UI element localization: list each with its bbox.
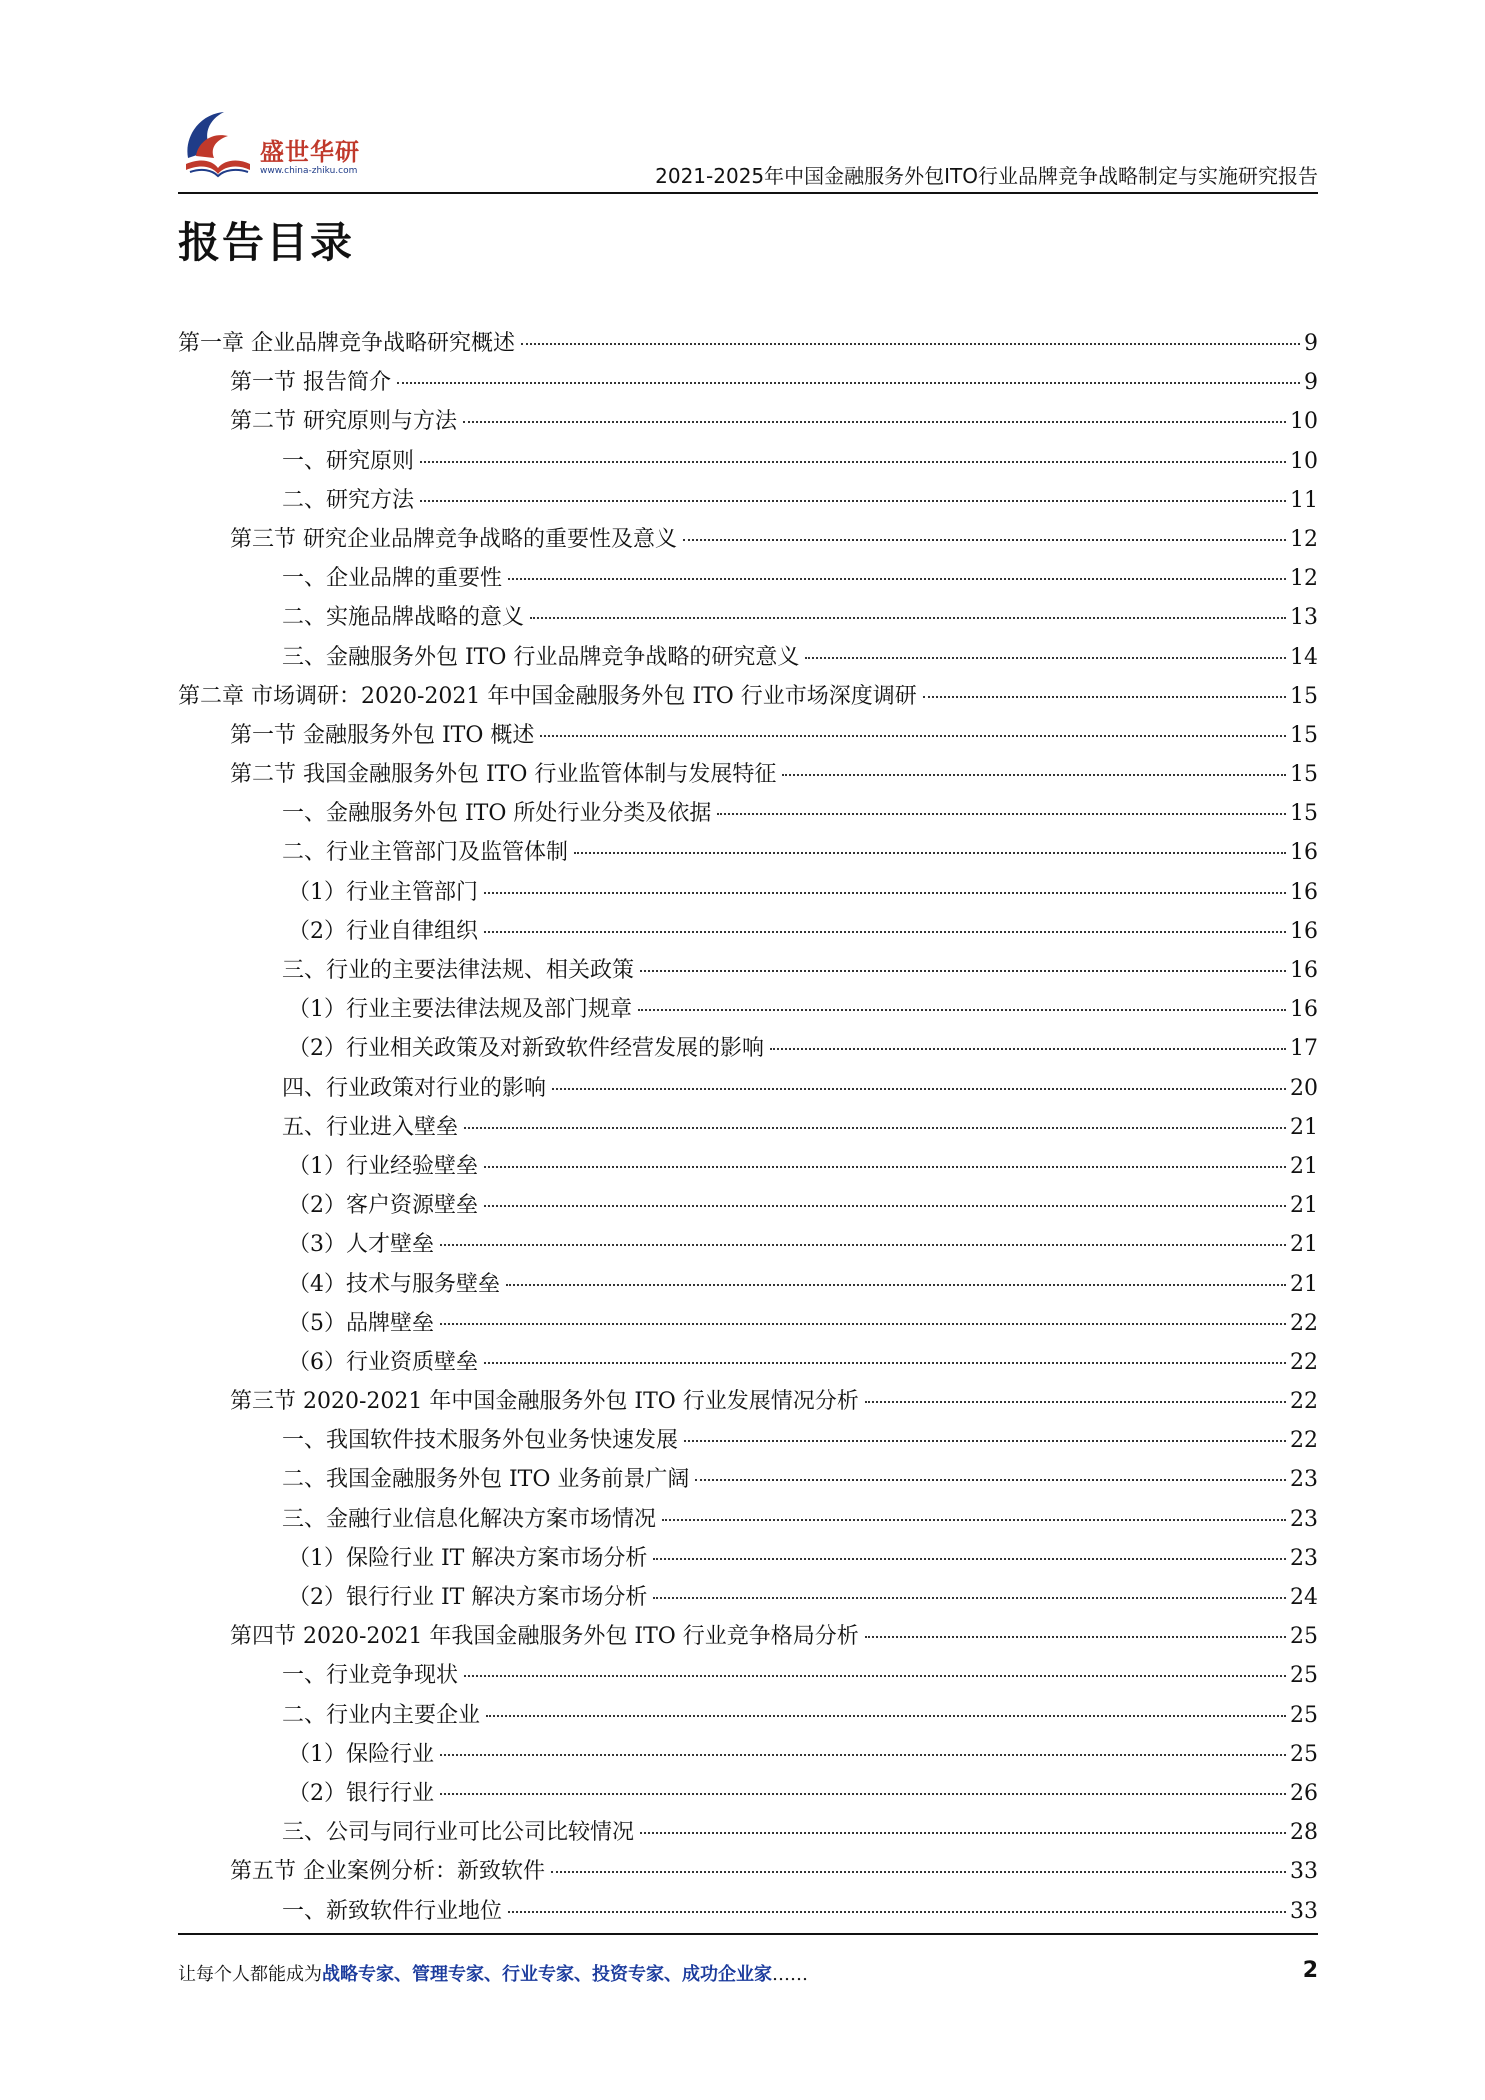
toc-entry-label: 第一节 金融服务外包 ITO 概述 [230, 722, 535, 748]
toc-entry-page: 26 [1290, 1780, 1318, 1806]
toc-dot-leader [484, 892, 1286, 894]
toc-entry-page: 11 [1290, 487, 1318, 513]
toc-entry[interactable] [178, 1306, 1318, 1345]
toc-entry-page: 15 [1290, 801, 1318, 827]
toc-entry[interactable] [178, 561, 1318, 600]
toc-entry-label: （2）行业相关政策及对新致软件经营发展的影响 [288, 1036, 764, 1062]
toc-entry-page: 21 [1290, 1271, 1318, 1297]
toc-dot-leader [420, 500, 1286, 502]
toc-entry-page: 23 [1290, 1506, 1318, 1532]
toc-entry-label: （2）银行行业 IT 解决方案市场分析 [288, 1585, 648, 1610]
toc-entry-page: 16 [1290, 918, 1318, 944]
toc-dot-leader [440, 1793, 1286, 1795]
toc-entry[interactable] [178, 1658, 1318, 1697]
toc-entry[interactable] [178, 1815, 1318, 1854]
toc-dot-leader [865, 1401, 1286, 1403]
toc-entry[interactable] [178, 483, 1318, 522]
toc-entry-label: 一、金融服务外包 ITO 所处行业分类及依据 [282, 801, 712, 827]
toc-entry-page: 16 [1290, 840, 1318, 866]
toc-dot-leader [683, 539, 1286, 541]
toc-entry-page: 14 [1290, 644, 1318, 670]
brand-name: 盛世华研 [260, 138, 360, 166]
toc-entry-label: （3）人才壁垒 [288, 1232, 434, 1258]
toc-entry-page: 15 [1290, 762, 1318, 788]
toc-dot-leader [484, 931, 1286, 933]
toc-entry-label: 三、行业的主要法律法规、相关政策 [282, 958, 635, 983]
toc-entry[interactable] [178, 1502, 1318, 1541]
toc-entry-page: 17 [1290, 1036, 1318, 1062]
toc-entry-page: 16 [1290, 879, 1318, 905]
toc-dot-leader [695, 1479, 1286, 1481]
toc-entry[interactable] [178, 1541, 1318, 1580]
toc-entry-page: 21 [1290, 1114, 1318, 1140]
toc-dot-leader [782, 774, 1286, 776]
toc-entry-label: 一、企业品牌的重要性 [282, 566, 503, 592]
toc-entry-label: 第二节 我国金融服务外包 ITO 行业监管体制与发展特征 [230, 762, 777, 788]
toc-entry-label: （2）行业自律组织 [288, 918, 478, 944]
toc-entry[interactable] [178, 1854, 1318, 1893]
toc-dot-leader [508, 1911, 1286, 1913]
toc-entry-label: （4）技术与服务壁垒 [288, 1271, 500, 1297]
toc-entry[interactable] [178, 914, 1318, 953]
toc-dot-leader [484, 1362, 1286, 1364]
toc-entry[interactable] [178, 600, 1318, 639]
toc-entry-label: 二、行业内主要企业 [282, 1702, 481, 1728]
toc-entry-label: （1）保险行业 IT 解决方案市场分析 [288, 1545, 648, 1571]
toc-entry-page: 16 [1290, 997, 1318, 1023]
toc-entry-page: 22 [1290, 1310, 1318, 1336]
toc-entry[interactable] [178, 757, 1318, 796]
toc-entry[interactable] [178, 1345, 1318, 1384]
toc-entry-label: 四、行业政策对行业的影响 [282, 1075, 547, 1101]
toc-entry-label: 第三节 研究企业品牌竞争战略的重要性及意义 [230, 526, 677, 552]
toc-entry[interactable] [178, 1110, 1318, 1149]
toc-dot-leader [805, 657, 1286, 659]
toc-entry-page: 21 [1290, 1232, 1318, 1258]
toc-entry-page: 9 [1304, 370, 1318, 396]
brand-url: www.china-zhiku.com [260, 166, 358, 176]
toc-entry-page: 28 [1290, 1820, 1318, 1846]
toc-entry-page: 25 [1290, 1702, 1318, 1728]
toc-entry-page: 16 [1290, 958, 1318, 983]
toc-entry[interactable] [178, 326, 1318, 365]
toc-entry-page: 24 [1290, 1585, 1318, 1610]
toc-entry[interactable] [178, 1776, 1318, 1815]
toc-entry-page: 25 [1290, 1663, 1318, 1689]
toc-dot-leader [440, 1323, 1286, 1325]
page-number: 2 [1302, 1958, 1318, 1983]
toc-entry-label: 三、金融服务外包 ITO 行业品牌竞争战略的研究意义 [282, 644, 800, 670]
toc-entry-label: 第二章 市场调研：2020-2021 年中国金融服务外包 ITO 行业市场深度调研 [178, 683, 917, 709]
toc-entry-label: （6）行业资质壁垒 [288, 1349, 478, 1375]
toc-entry-label: 第五节 企业案例分析：新致软件 [230, 1859, 545, 1885]
toc-entry[interactable] [178, 1462, 1318, 1501]
page-header [178, 104, 1318, 194]
toc-entry-label: 第三节 2020-2021 年中国金融服务外包 ITO 行业发展情况分析 [230, 1389, 859, 1415]
toc-heading: 报告目录 [178, 218, 355, 267]
toc-entry[interactable] [178, 522, 1318, 561]
toc-entry-label: 二、研究方法 [282, 487, 415, 513]
toc-entry[interactable] [178, 1227, 1318, 1266]
toc-entry-label: 一、行业竞争现状 [282, 1663, 459, 1689]
toc-dot-leader [717, 813, 1286, 815]
toc-dot-leader [397, 382, 1300, 384]
toc-dot-leader [574, 852, 1286, 854]
footer-suffix: …… [772, 1964, 808, 1985]
toc-entry[interactable] [178, 1071, 1318, 1110]
toc-entry-label: （1）保险行业 [288, 1741, 434, 1767]
toc-entry-page: 33 [1290, 1898, 1318, 1924]
toc-entry[interactable] [178, 1894, 1318, 1933]
toc-entry-label: 第四节 2020-2021 年我国金融服务外包 ITO 行业竞争格局分析 [230, 1624, 859, 1650]
toc-entry-page: 12 [1290, 566, 1318, 592]
toc-entry-page: 10 [1290, 409, 1318, 435]
toc-entry-page: 13 [1290, 605, 1318, 631]
toc-entry-page: 21 [1290, 1153, 1318, 1179]
toc-entry[interactable] [178, 640, 1318, 679]
toc-dot-leader [540, 735, 1286, 737]
toc-dot-leader [638, 1009, 1286, 1011]
toc-entry-page: 33 [1290, 1859, 1318, 1885]
toc-entry[interactable] [178, 1580, 1318, 1619]
header-divider [178, 192, 1318, 194]
toc-entry-label: （2）银行行业 [288, 1780, 434, 1806]
toc-dot-leader [552, 1088, 1286, 1090]
footer-slogan [178, 1960, 808, 1986]
toc-entry-label: 三、金融行业信息化解决方案市场情况 [282, 1506, 657, 1532]
toc-dot-leader [484, 1166, 1286, 1168]
toc-entry[interactable] [178, 875, 1318, 914]
toc-entry-label: 一、我国软件技术服务外包业务快速发展 [282, 1428, 679, 1454]
toc-entry[interactable] [178, 679, 1318, 718]
toc-dot-leader [640, 970, 1286, 972]
toc-dot-leader [463, 421, 1286, 423]
toc-entry-page: 12 [1290, 526, 1318, 552]
toc-entry[interactable] [178, 1737, 1318, 1776]
toc-dot-leader [506, 1284, 1286, 1286]
toc-entry-label: （1）行业主管部门 [288, 879, 478, 905]
toc-entry[interactable] [178, 365, 1318, 404]
toc-dot-leader [640, 1832, 1286, 1834]
toc-entry[interactable] [178, 718, 1318, 757]
toc-entry-page: 20 [1290, 1075, 1318, 1101]
toc-dot-leader [653, 1597, 1286, 1599]
toc-entry-label: 三、公司与同行业可比公司比较情况 [282, 1820, 635, 1846]
toc-dot-leader [521, 343, 1300, 345]
toc-dot-leader [653, 1558, 1286, 1560]
toc-entry-page: 9 [1304, 331, 1318, 356]
footer-divider [178, 1933, 1318, 1935]
toc-entry[interactable] [178, 1423, 1318, 1462]
toc-dot-leader [484, 1205, 1286, 1207]
toc-entry-page: 15 [1290, 722, 1318, 748]
toc-entry[interactable] [178, 1031, 1318, 1070]
toc-dot-leader [551, 1871, 1286, 1873]
toc-dot-leader [464, 1127, 1286, 1129]
toc-entry-label: 一、新致软件行业地位 [282, 1898, 503, 1924]
footer-prefix: 让每个人都能成为 [178, 1964, 322, 1985]
toc-entry-label: 第一节 报告简介 [230, 370, 391, 396]
toc-entry[interactable] [178, 1188, 1318, 1227]
toc-dot-leader [508, 578, 1286, 580]
toc-entry[interactable] [178, 1384, 1318, 1423]
toc-entry-page: 22 [1290, 1428, 1318, 1454]
report-title: 2021-2025年中国金融服务外包ITO行业品牌竞争战略制定与实施研究报告 [655, 164, 1318, 188]
toc-entry-page: 22 [1290, 1389, 1318, 1415]
toc-entry-page: 22 [1290, 1349, 1318, 1375]
toc-dot-leader [662, 1519, 1286, 1521]
toc-entry-page: 10 [1290, 448, 1318, 474]
toc-entry[interactable] [178, 1267, 1318, 1306]
toc-entry[interactable] [178, 404, 1318, 443]
toc-entry[interactable] [178, 1698, 1318, 1737]
toc-entry-label: （2）客户资源壁垒 [288, 1193, 478, 1219]
toc-entry-label: 一、研究原则 [282, 448, 415, 474]
toc-entry-page: 25 [1290, 1624, 1318, 1650]
toc-entry[interactable] [178, 796, 1318, 835]
toc-entry[interactable] [178, 1619, 1318, 1658]
toc-dot-leader [770, 1048, 1286, 1050]
brand-logo [178, 104, 398, 184]
toc-entry-label: （5）品牌壁垒 [288, 1310, 434, 1336]
toc-entry[interactable] [178, 953, 1318, 992]
toc-dot-leader [923, 696, 1286, 698]
toc-entry-label: 二、行业主管部门及监管体制 [282, 840, 569, 866]
toc-entry-label: 第一章 企业品牌竞争战略研究概述 [178, 331, 515, 356]
toc-entry-label: （1）行业经验壁垒 [288, 1153, 478, 1179]
toc-entry-label: 第二节 研究原则与方法 [230, 409, 457, 435]
toc-entry[interactable] [178, 835, 1318, 874]
toc-entry-page: 23 [1290, 1545, 1318, 1571]
toc-dot-leader [486, 1715, 1286, 1717]
toc-entry-label: （1）行业主要法律法规及部门规章 [288, 997, 632, 1023]
table-of-contents [178, 326, 1318, 1933]
toc-dot-leader [530, 617, 1286, 619]
toc-dot-leader [440, 1754, 1286, 1756]
toc-entry-page: 25 [1290, 1741, 1318, 1767]
book-swirl-logo-icon [178, 106, 256, 184]
toc-entry-label: 五、行业进入壁垒 [282, 1114, 459, 1140]
toc-dot-leader [420, 461, 1286, 463]
toc-entry-page: 21 [1290, 1193, 1318, 1219]
toc-dot-leader [865, 1636, 1286, 1638]
toc-entry-label: 二、实施品牌战略的意义 [282, 605, 525, 631]
toc-dot-leader [440, 1244, 1286, 1246]
toc-entry-label: 二、我国金融服务外包 ITO 业务前景广阔 [282, 1467, 690, 1493]
toc-entry-page: 15 [1290, 683, 1318, 709]
toc-entry[interactable] [178, 1149, 1318, 1188]
toc-dot-leader [684, 1440, 1286, 1442]
toc-entry[interactable] [178, 992, 1318, 1031]
toc-dot-leader [464, 1675, 1286, 1677]
toc-entry-page: 23 [1290, 1467, 1318, 1493]
toc-entry[interactable] [178, 444, 1318, 483]
footer-highlight: 战略专家、管理专家、行业专家、投资专家、成功企业家 [322, 1964, 772, 1985]
